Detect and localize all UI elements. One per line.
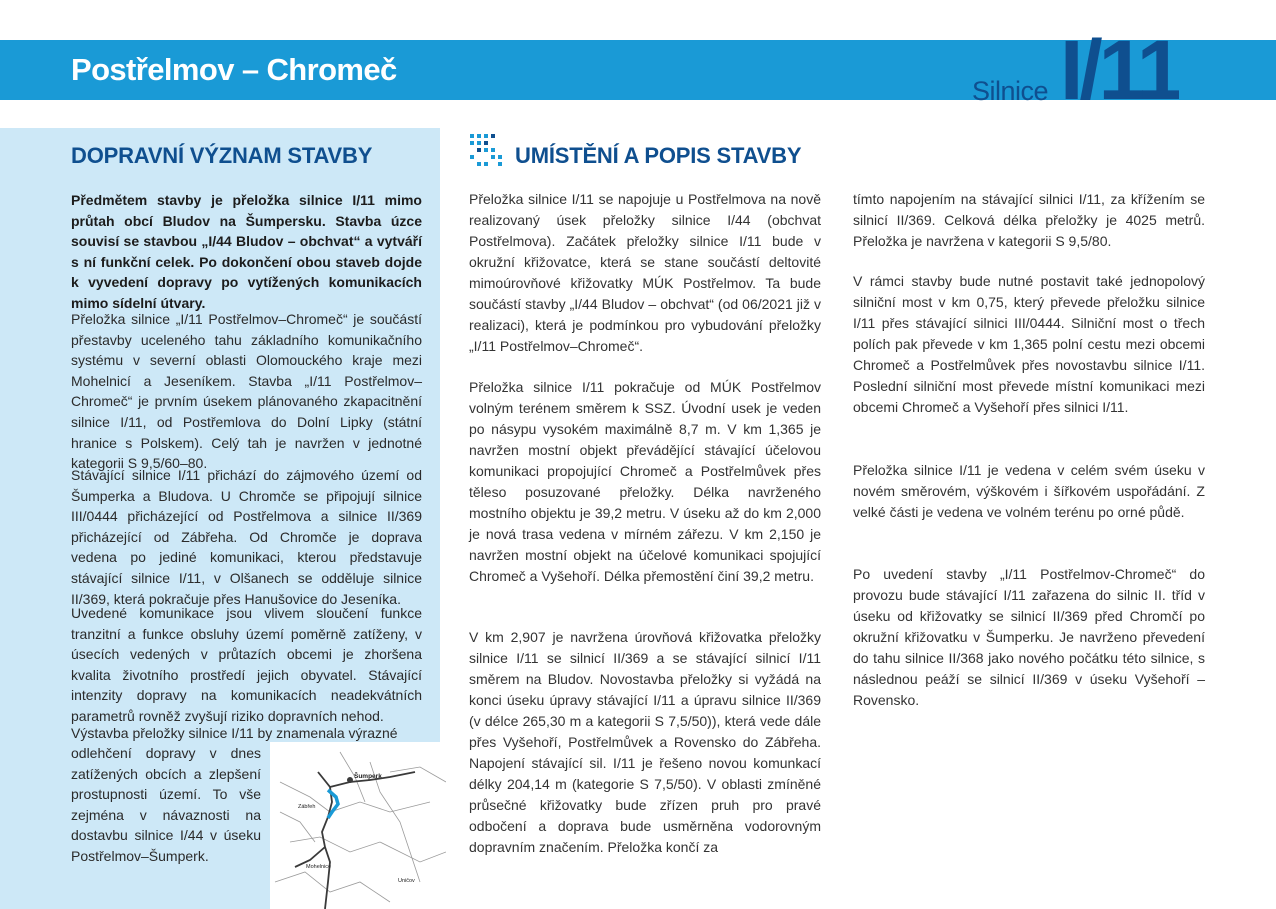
road-label: Silnice: [972, 76, 1049, 106]
section-heading: UMÍSTĚNÍ A POPIS STAVBY: [515, 143, 802, 168]
map-label-mohelnice: Mohelnice: [306, 864, 332, 870]
sidebar-paragraph-wrapped: odlehčení dopravy v dnes zatížených obcích a zlepšení prostupnosti území. To vše zejména v návaznosti na dostavbu silnice I/44 v úseku Postřelmov–Šumperk.: [71, 745, 261, 864]
main-paragraph: V rámci stavby bude nutné postavit také jednopolový silniční most v km 0,75, který převede přeložku silnice I/11 přes stávající silnici III/0444. Silniční most o třech polích pak převede v km 1,365 polní cestu mezi obcemi Chromeč a Postřelmůvek přes novostavbu silnice I/11. Poslední silniční most převede místní komunikaci mezi obcemi Chromeč a Vyšehoří přes silnici I/11.: [853, 273, 1205, 415]
sidebar-paragraph: Přeložka silnice „I/11 Postřelmov–Chromeč“ je součástí přestavby uceleného tahu základního komunikačního systému v severní oblasti Olomouckého kraje mezi Mohelnicí a Jeseníkem. Stavba „I/11 Postřelmov–Chromeč“ je prvním úsekem plánovaného zkapacitnění silnice I/11, od Postřemlova do Dolní Lipky (státní hranice s Polskem). Celý tah je navržen v jednotné kategorii S 9,5/60–80.: [71, 311, 422, 472]
sumperk-marker: [347, 777, 353, 783]
location-map: [270, 742, 446, 909]
map-label-zabreh: Zábřeh: [298, 804, 316, 810]
sidebar-paragraph: Stávající silnice I/11 přichází do zájmového území od Šumperka a Bludova. U Chromče se připojují silnice III/0444 přicházející od Postřelmova a silnice II/369 přicházející od Zábřeha. Od Chromče je doprava vedena po jediné komunikaci, kterou představuje stávající silnice I/11, v Olšanech se odděluje silnice II/369, která pokračuje přes Hanušovice do Jeseníka.: [71, 467, 422, 607]
sidebar-paragraph: Uvedené komunikace jsou vlivem sloučení funkce tranzitní a funkce obsluhy území poměrně zatíženy, v úsecích vedených v průtazích obcemi je zhoršena kvalita životního prostředí jejich obyvatel. Stávající intenzity dopravy na komunikacích neadekvátních parametrů rovněž zvyšují riziko dopravních nehod.: [71, 605, 422, 724]
main-paragraph: Po uvedení stavby „I/11 Postřelmov-Chromeč“ do provozu bude stávající I/11 zařazena do silnic II. tříd v úseku od křižovatky se silnicí II/369 před Chromčí po okružní křižovatku v Šumperku. Je navrženo převedení do tahu silnice II/368 jako nového počátku této silnice, s následnou peáží se silnicí II/369 v úseku Vyšehoří – Rovensko.: [853, 566, 1205, 708]
main-paragraph: V km 2,907 je navržena úrovňová křižovatka přeložky silnice I/11 se silnicí II/369 a se stávající silnicí I/11 směrem na Bludov. Novostavba přeložky si vyžádá na konci úseku úpravy stávající I/11 a úpravu silnice II/369 (v délce 265,30 m a kategorii S 7,5/50)), která vede dále přes Vyšehoří, Postřelmůvek a Rovensko do Zábřeha. Napojení stávající sil. I/11 je řešeno novou komunkací délky 204,14 m (kategorie S 7,5/50). V oblasti zmíněné průsečné křižovatky bude zřízen pruh pro pravé odbočení a doprava bude usměrněna vodorovným dopravním značením. Přeložka končí za: [469, 629, 821, 855]
main-paragraph: Přeložka silnice I/11 pokračuje od MÚK Postřelmov volným terénem směrem k SSZ. Úvodní usek je veden po násypu vysokém maximálně 8,7 m. V km 1,365 je navržen mostní objekt převádějící stávající účelovou komunikaci propojující Chromeč a Postřelmůvek přes těleso posuzované přeložky. Délka navrženého mostního objektu je 39,2 metru. V úseku až do km 2,000 je nová trasa vedena v mírném zářezu. V km 2,150 je navržen mostní objekt na účelové komunikaci spojující Chromeč a Vyšehoří. Délka přemostění činí 39,2 metru.: [469, 379, 821, 584]
sidebar-paragraph-line: Výstavba přeložky silnice I/11 by znamenala výrazné: [71, 725, 398, 741]
main-paragraph: tímto napojením na stávající silnici I/11, za křížením se silnicí II/369. Celková délka přeložky je 4025 metrů. Přeložka je navržena v kategorii S 9,5/80.: [853, 191, 1205, 249]
map-label-unicov: Uničov: [398, 878, 415, 884]
main-paragraph: Přeložka silnice I/11 je vedena v celém svém úseku v novém směrovém, výškovém i šířkovém uspořádání. Z velké části je vedena ve volném terénu po orné půdě.: [853, 462, 1205, 520]
main-paragraph: Přeložka silnice I/11 se napojuje u Postřelmova na nově realizovaný úsek přeložky silnice I/44 (obchvat Postřelmova). Začátek přeložky silnice I/11 bude v okružní křižovatce, která se stane součástí deltovité mimoúrovňové křižovatky MÚK Postřelmov. Ta bude součástí stavby „I/44 Bludov – obchvat“ (od 06/2021 již v realizaci), která je podmínkou pro vybudování přeložky „I/11 Postřelmov–Chromeč“.: [469, 191, 821, 354]
map-label-sumperk: Šumperk: [354, 773, 382, 780]
sidebar-heading: DOPRAVNÍ VÝZNAM STAVBY: [71, 143, 373, 168]
lead-paragraph: Předmětem stavby je přeložka silnice I/11 mimo průtah obcí Bludov na Šumpersku. Stavba úzce souvisí se stavbou „I/44 Bludov – obchvat“ a vytváří s ní funkční celek. Po dokončení obou staveb dojde k vyvedení dopravy po vytížených komunikacích mimo sídelní útvary.: [71, 192, 422, 311]
page-title: Postřelmov – Chromeč: [71, 52, 397, 87]
road-number: I/11: [1060, 30, 1180, 100]
section-icon: [468, 132, 504, 168]
